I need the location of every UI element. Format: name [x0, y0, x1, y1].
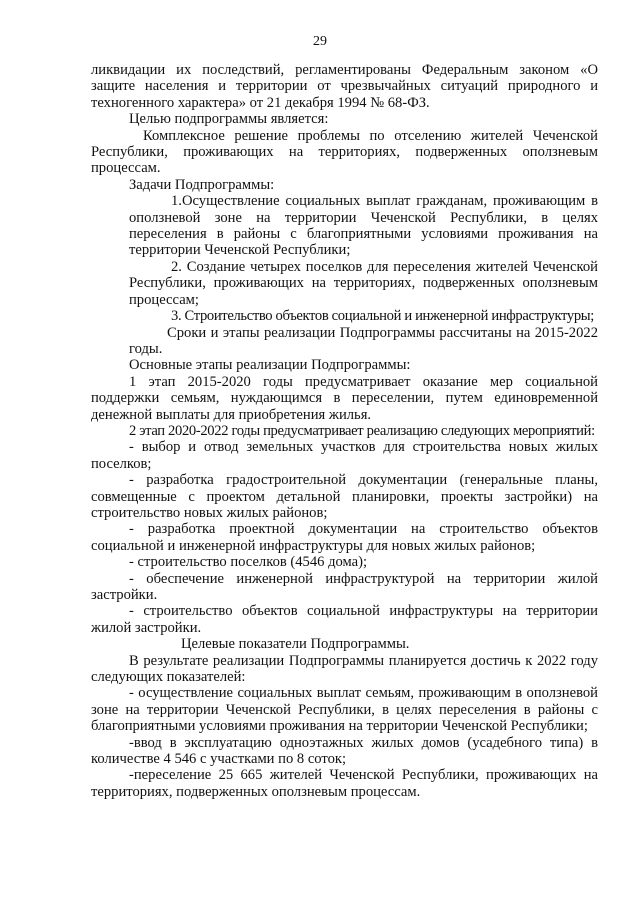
list-item-resettlement: -переселение 25 665 жителей Чеченской Республики, проживающих на территориях, подверженных оползневым процессам.	[91, 767, 598, 800]
paragraph-task-3: 3. Строительство объектов социальной и инженерной инфраструктуры;	[171, 308, 594, 325]
paragraph-task-2: 2. Создание четырех поселков для переселения жителей Чеченской Республики, проживающих на территориях, подверженных оползневым процессам;	[129, 258, 598, 308]
paragraph-task-1: 1.Осуществление социальных выплат гражданам, проживающим в оползневой зоне на территории Чеченской Республики, в целях переселения в районы с благоприятными условиями проживания на территории Чеченской Республики;	[129, 193, 598, 259]
document-body	[91, 62, 598, 800]
paragraph-law-reference: ликвидации их последствий, регламентированы Федеральным законом «О защите населения и территории от чрезвычайных ситуаций природного и техногенного характера» от 21 декабря 1994 № 68-ФЗ.	[91, 62, 598, 111]
paragraph-tasks-heading: Задачи Подпрограммы:	[129, 176, 275, 193]
list-item-housing-commissioning: -ввод в эксплуатацию одноэтажных жилых домов (усадебного типа) в количестве 4 546 с участками по 8 соток;	[91, 734, 598, 768]
paragraph-goal-heading: Целью подпрограммы является:	[129, 111, 329, 128]
paragraph-stage-1: 1 этап 2015-2020 годы предусматривает оказание мер социальной поддержки семьям, нуждающимся в переселении, путем единовременной денежной выплаты для приобретения жилья.	[91, 373, 598, 423]
list-item-engineering-infrastructure: - обеспечение инженерной инфраструктурой на территории жилой застройки.	[91, 570, 598, 603]
paragraph-targets-heading: Целевые показатели Подпрограммы.	[181, 636, 410, 653]
paragraph-targets-intro: В результате реализации Подпрограммы планируется достичь к 2022 году следующих показателей:	[91, 652, 598, 686]
list-item-social-infrastructure: - строительство объектов социальной инфраструктуры на территории жилой застройки.	[91, 603, 598, 636]
paragraph-stages-heading: Основные этапы реализации Подпрограммы:	[129, 357, 411, 374]
list-item-settlement-construction: - строительство поселков (4546 дома);	[129, 554, 368, 571]
paragraph-stage-2: 2 этап 2020-2022 годы предусматривает реализацию следующих мероприятий:	[129, 422, 595, 439]
page-number: 29	[313, 34, 327, 49]
list-item-land-selection: - выбор и отвод земельных участков для строительства новых жилых поселков;	[91, 439, 598, 472]
list-item-project-docs: - разработка проектной документации на строительство объектов социальной и инженерной инфраструктуры для новых жилых районов;	[91, 521, 598, 554]
list-item-urban-planning-docs: - разработка градостроительной документации (генеральные планы, совмещенные с проектом детальной планировки, проекты застройки) на строительство новых жилых районов;	[91, 472, 598, 521]
list-item-social-payments: - осуществление социальных выплат семьям, проживающим в оползневой зоне на территории Чеченской Республики, в целях переселения в районы с благоприятными условиями проживания на территории Чеченской Республики;	[91, 685, 598, 735]
paragraph-terms: Сроки и этапы реализации Подпрограммы рассчитаны на 2015-2022 годы.	[129, 324, 598, 357]
paragraph-goal-text: Комплексное решение проблемы по отселению жителей Чеченской Республики, проживающих на территориях, подверженных оползневым процессам.	[91, 127, 598, 177]
